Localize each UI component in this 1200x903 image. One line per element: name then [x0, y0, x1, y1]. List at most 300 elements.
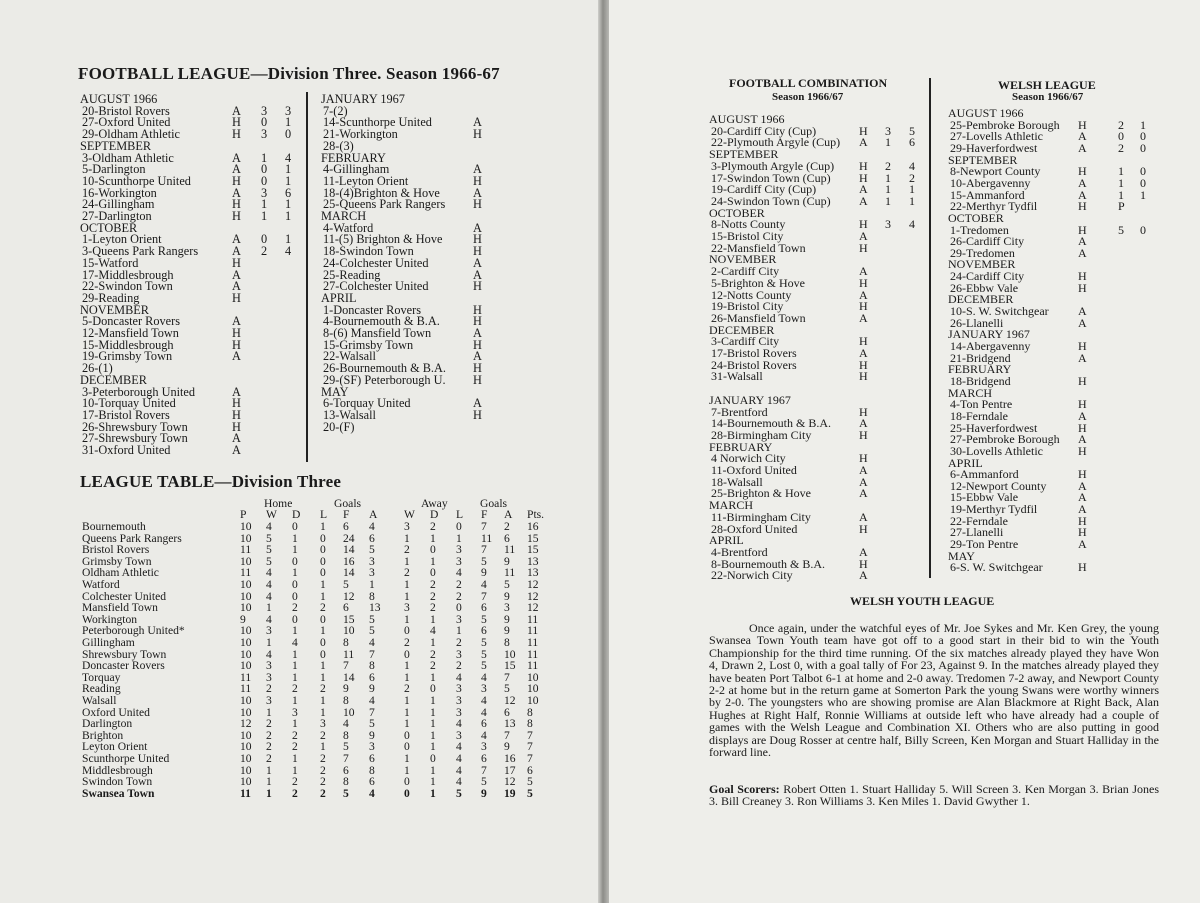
team-name: Workington [82, 612, 138, 626]
fixture-opponent: 8-Bournemouth & B.A. [711, 556, 825, 571]
table-cell: 10 [240, 728, 252, 742]
fixture-venue: A [859, 416, 868, 431]
table-cell: 10 [240, 589, 252, 603]
table-cell: 1 [430, 717, 436, 731]
table-cell: 0 [292, 554, 298, 568]
table-cell: 1 [292, 543, 298, 557]
fixture-opponent: 19-Merthyr Tydfil [950, 502, 1038, 517]
table-cell: 1 [292, 647, 298, 661]
fixture-venue: H [1078, 443, 1087, 458]
month-label: MARCH [321, 209, 367, 223]
fixture-opponent: 4-Watford [323, 220, 374, 235]
fixture-venue: H [232, 173, 241, 188]
table-cell: 1 [292, 670, 298, 684]
column-header-w: W [404, 508, 415, 521]
table-cell: 4 [481, 728, 487, 742]
table-cell: 7 [481, 589, 487, 603]
fixture-score-against: 4 [909, 158, 915, 173]
fixture-opponent: 20-(F) [323, 419, 355, 434]
table-cell: 5 [266, 543, 272, 557]
team-name: Darlington [82, 717, 133, 731]
fixture-opponent: 20-Bristol Rovers [82, 103, 170, 118]
fixture-opponent: 10-Abergavenny [950, 175, 1031, 190]
table-cell: 2 [404, 543, 410, 557]
fixture-venue: H [232, 290, 241, 305]
fixture-venue: H [1078, 397, 1087, 412]
fixture-venue: A [473, 326, 482, 340]
fixture-venue: H [232, 209, 241, 223]
table-cell: 9 [481, 786, 487, 800]
table-cell: 5 [481, 612, 487, 626]
table-cell: 0 [404, 775, 410, 789]
table-cell: 0 [430, 566, 436, 580]
fixture-opponent: 26-Llanelli [950, 315, 1004, 330]
table-cell: 12 [527, 589, 539, 603]
fixture-opponent: 12-Notts County [711, 287, 792, 302]
fixture-venue: A [473, 255, 482, 270]
fixture-score-against: 1 [285, 209, 292, 223]
fixture-opponent: 24-Bristol Rovers [711, 357, 797, 372]
table-cell: 7 [343, 659, 349, 673]
table-row [0, 637, 598, 649]
fixture-score-for: 3 [261, 127, 268, 142]
table-group-home: Home [264, 497, 293, 510]
fixture-score-against: 2 [909, 170, 915, 185]
table-cell: 11 [481, 531, 493, 545]
column-divider [929, 78, 931, 578]
table-cell: 2 [320, 728, 326, 742]
table-cell: 13 [527, 554, 539, 568]
fixture-opponent: 27-Llanelli [950, 525, 1004, 540]
table-cell: 1 [320, 624, 326, 638]
month-label: FEBRUARY [321, 150, 386, 165]
team-name: Colchester United [82, 589, 167, 603]
fixture-opponent: 22-Merthyr Tydfil [950, 199, 1038, 214]
fixture-venue: H [859, 369, 868, 384]
table-cell: 6 [481, 752, 487, 765]
table-cell: 1 [292, 752, 298, 765]
table-cell: 9 [343, 682, 349, 696]
table-cell: 7 [527, 752, 533, 765]
table-cell: 10 [240, 647, 252, 661]
table-cell: 1 [292, 694, 298, 707]
fixture-opponent: 10-S. W. Switchgear [950, 304, 1049, 319]
table-cell: 1 [320, 694, 326, 707]
column-header-l: L [320, 508, 328, 521]
fixture-venue: A [1078, 304, 1087, 319]
table-cell: 3 [456, 705, 462, 719]
table-cell: 1 [266, 601, 272, 615]
fixture-opponent: 4-Gillingham [323, 162, 390, 177]
month-label: MAY [321, 384, 349, 399]
fixture-venue: A [1078, 187, 1087, 202]
fixture-venue: A [859, 193, 868, 208]
table-cell: 6 [369, 670, 375, 684]
fixture-opponent: 24-Cardiff City [950, 269, 1025, 284]
fixture-score-for: 0 [1118, 129, 1124, 144]
fixture-opponent: 16-Workington [82, 185, 157, 200]
fixture-opponent: 25-Pembroke Borough [950, 117, 1060, 132]
table-cell: 11 [504, 566, 516, 580]
fixture-venue: H [232, 197, 241, 212]
table-cell: 10 [240, 578, 252, 591]
table-row [0, 579, 598, 591]
table-cell: 24 [343, 531, 355, 545]
table-cell: 8 [369, 763, 375, 777]
welsh-league-title: WELSH LEAGUE [998, 78, 1096, 92]
table-cell: 10 [527, 694, 539, 707]
table-cell: 12 [527, 578, 539, 591]
table-cell: 4 [369, 636, 375, 649]
fixture-venue: A [859, 229, 868, 243]
team-name: Brighton [82, 728, 124, 742]
table-cell: 5 [481, 775, 487, 789]
table-cell: 10 [240, 624, 252, 638]
fixture-opponent: 22-Mansfield Town [711, 240, 806, 255]
fixture-venue: H [859, 217, 868, 232]
table-cell: 10 [240, 694, 252, 707]
table-cell: 2 [266, 728, 272, 742]
team-name: Middlesbrough [82, 763, 153, 777]
table-cell: 2 [404, 636, 410, 649]
month-label: OCTOBER [948, 210, 1004, 225]
fixture-opponent: 7-(2) [323, 103, 348, 118]
fixture-opponent: 1-Leyton Orient [82, 232, 162, 247]
team-name: Leyton Orient [82, 740, 148, 754]
table-row [0, 788, 598, 800]
table-cell: 4 [369, 520, 375, 533]
table-cell: 4 [456, 775, 462, 789]
fixture-opponent: 3-Plymouth Argyle (Cup) [711, 158, 835, 173]
table-cell: 1 [430, 775, 436, 789]
fixture-score-against: 4 [909, 217, 915, 232]
table-cell: 4 [266, 520, 272, 533]
fixture-score-for: 2 [1118, 117, 1124, 132]
table-cell: 1 [430, 554, 436, 568]
table-cell: 0 [430, 682, 436, 696]
fixture-opponent: 11-Oxford United [711, 463, 797, 477]
fixture-score-for: 3 [261, 103, 268, 118]
fixture-opponent: 18-Bridgend [950, 373, 1011, 388]
fixture-venue: H [232, 337, 241, 352]
table-cell: 4 [266, 566, 272, 580]
table-cell: 5 [343, 578, 349, 591]
table-cell: 1 [404, 705, 410, 719]
table-cell: 5 [481, 659, 487, 673]
fixture-opponent: 15-Watford [82, 255, 139, 270]
table-cell: 1 [266, 636, 272, 649]
fixture-opponent: 29-Oldham Athletic [82, 127, 181, 142]
table-cell: 0 [320, 647, 326, 661]
fixture-score-against: 0 [1140, 222, 1146, 237]
fixture-score-for: 0 [261, 115, 268, 130]
fixture-venue: A [1078, 537, 1087, 552]
fixture-venue: H [1078, 339, 1087, 353]
table-cell: 12 [343, 589, 355, 603]
fixture-score-against: 0 [1140, 175, 1146, 190]
table-cell: 10 [240, 601, 252, 615]
table-cell: 1 [292, 717, 298, 731]
table-cell: 2 [404, 566, 410, 580]
table-cell: 3 [320, 717, 326, 731]
fixture-venue: A [1078, 490, 1087, 505]
fixture-venue: H [232, 115, 241, 130]
fixture-venue: A [232, 162, 241, 177]
fixture-opponent: 15-Grimsby Town [323, 337, 414, 352]
table-cell: 1 [369, 578, 375, 591]
fixture-score-for: 1 [261, 209, 268, 223]
table-cell: 0 [404, 624, 410, 638]
table-cell: 10 [504, 647, 516, 661]
table-cell: 10 [240, 659, 252, 673]
fixture-score-for: 1 [885, 135, 891, 150]
fixture-score-for: 1 [261, 150, 268, 165]
fixture-opponent: 10-Torquay United [82, 396, 176, 411]
team-name: Watford [82, 578, 120, 591]
table-cell: 1 [404, 589, 410, 603]
table-cell: 1 [430, 612, 436, 626]
team-name: Oldham Athletic [82, 566, 159, 580]
fixture-venue: H [859, 123, 868, 138]
combination-season: Season 1966/67 [772, 91, 844, 103]
fixture-opponent: 21-Bridgend [950, 350, 1011, 365]
fixture-venue: H [859, 334, 868, 349]
fixture-venue: A [473, 396, 482, 411]
fixture-score-against: 6 [285, 185, 292, 200]
table-cell: 2 [292, 775, 298, 789]
fixture-venue: A [232, 103, 241, 118]
table-cell: 2 [320, 682, 326, 696]
fixture-venue: H [1078, 560, 1087, 575]
table-cell: 2 [266, 717, 272, 731]
fixture-opponent: 18-Ferndale [950, 408, 1008, 423]
goal-scorers-list: Robert Otten 1. Stuart Halliday 5. Will Screen 3. Ken Morgan 3. Brian Jones 3. Bill Creaney 3. Ron Williams 3. Ken Miles 1. David Gwyther 1. [709, 782, 1159, 809]
table-cell: 4 [292, 636, 298, 649]
fixture-venue: H [1078, 199, 1087, 214]
table-cell: 10 [343, 705, 355, 719]
table-cell: 2 [430, 659, 436, 673]
month-label: APRIL [321, 290, 357, 305]
fixture-venue: A [1078, 432, 1087, 447]
fixture-venue: H [1078, 467, 1087, 482]
fixture-score-for: P [1118, 199, 1125, 214]
fixture-venue: A [232, 232, 241, 247]
column-header-a: A [504, 508, 513, 521]
fixture-opponent: 3-Oldham Athletic [82, 150, 174, 165]
table-cell: 2 [292, 786, 298, 800]
fixture-score-against: 1 [1140, 117, 1146, 132]
table-cell: 19 [504, 786, 516, 800]
table-cell: 5 [504, 578, 510, 591]
table-cell: 11 [527, 624, 539, 638]
fixture-opponent: 7-Brentford [711, 404, 768, 419]
table-cell: 11 [240, 682, 252, 696]
fixture-opponent: 8-Newport County [950, 164, 1041, 179]
table-cell: 6 [343, 763, 349, 777]
table-cell: 11 [527, 636, 539, 649]
table-row [0, 521, 598, 533]
fixture-venue: A [473, 185, 482, 200]
table-cell: 5 [266, 531, 272, 545]
fixture-opponent: 14-Bournemouth & B.A. [711, 416, 831, 431]
fixture-venue: H [859, 427, 868, 442]
month-label: OCTOBER [709, 205, 765, 220]
table-cell: 0 [404, 786, 410, 800]
table-cell: 4 [430, 624, 436, 638]
fixture-venue: H [859, 357, 868, 372]
table-cell: 0 [404, 647, 410, 661]
table-cell: 5 [481, 636, 487, 649]
column-header-f: F [481, 508, 488, 521]
team-name: Bournemouth [82, 520, 146, 533]
fixture-venue: H [859, 556, 868, 571]
table-cell: 0 [320, 612, 326, 626]
fixture-venue: H [1078, 420, 1087, 435]
fixture-opponent: 19-Bristol City [711, 299, 784, 314]
fixture-opponent: 4 Norwich City [711, 451, 786, 466]
table-cell: 8 [504, 636, 510, 649]
month-label: DECEMBER [80, 372, 147, 387]
column-header-w: W [266, 508, 277, 521]
team-name: Mansfield Town [82, 601, 158, 615]
fixture-opponent: 3-Peterborough United [82, 384, 196, 399]
table-cell: 4 [456, 566, 462, 580]
table-cell: 5 [343, 786, 349, 800]
table-cell: 11 [504, 543, 516, 557]
table-cell: 16 [343, 554, 355, 568]
fixture-opponent: 29-Reading [82, 290, 140, 305]
table-cell: 3 [369, 740, 375, 754]
fixture-opponent: 3-Cardiff City [711, 334, 780, 349]
fixture-venue: A [859, 346, 868, 360]
fixture-opponent: 3-Queens Park Rangers [82, 244, 199, 259]
table-cell: 8 [527, 717, 533, 731]
table-cell: 3 [404, 601, 410, 615]
table-cell: 1 [404, 694, 410, 707]
table-cell: 15 [527, 531, 539, 545]
fixture-venue: A [859, 182, 868, 197]
fixture-opponent: 29-(SF) Peterborough U. [323, 372, 446, 387]
fixture-opponent: 11-Birmingham City [711, 509, 811, 524]
table-cell: 1 [320, 589, 326, 603]
table-cell: 2 [292, 728, 298, 742]
table-cell: 0 [292, 589, 298, 603]
team-name: Swindon Town [82, 775, 153, 789]
fixture-venue: A [232, 267, 241, 282]
table-cell: 4 [266, 647, 272, 661]
month-label: APRIL [948, 455, 983, 470]
table-cell: 3 [404, 520, 410, 533]
fixture-venue: A [232, 443, 241, 457]
table-cell: 3 [481, 740, 487, 754]
fixture-opponent: 22-Norwich City [711, 568, 793, 583]
month-label: MAY [948, 548, 975, 563]
fixture-venue: A [859, 264, 868, 279]
column-header-d: D [292, 508, 301, 521]
fixture-opponent: 18-(4)Brighton & Hove [323, 185, 440, 200]
fixture-score-against: 4 [285, 244, 292, 259]
table-cell: 2 [456, 589, 462, 603]
fixture-venue: A [232, 384, 241, 399]
table-cell: 1 [404, 578, 410, 591]
table-cell: 0 [430, 752, 436, 765]
table-cell: 3 [456, 543, 462, 557]
table-cell: 10 [240, 740, 252, 754]
fixture-score-against: 1 [909, 193, 915, 208]
table-cell: 0 [320, 554, 326, 568]
fixture-opponent: 26-Cardiff City [950, 234, 1025, 249]
fixture-opponent: 28-Birmingham City [711, 427, 812, 442]
table-cell: 1 [430, 786, 436, 800]
table-cell: 1 [404, 531, 410, 545]
fixture-venue: H [232, 326, 241, 340]
table-cell: 2 [430, 589, 436, 603]
table-cell: 10 [527, 682, 539, 696]
binding-spine [598, 0, 609, 903]
fixture-venue: A [232, 279, 241, 294]
table-cell: 2 [430, 520, 436, 533]
fixture-opponent: 15-Bristol City [711, 229, 784, 243]
table-cell: 5 [343, 740, 349, 754]
column-header-p: P [240, 508, 247, 521]
table-cell: 16 [504, 752, 516, 765]
table-cell: 1 [292, 531, 298, 545]
table-cell: 2 [504, 520, 510, 533]
table-cell: 1 [320, 520, 326, 533]
team-name: Peterborough United* [82, 624, 185, 638]
table-cell: 1 [430, 670, 436, 684]
table-cell: 16 [527, 520, 539, 533]
table-cell: 9 [369, 728, 375, 742]
fixture-opponent: 5-Brighton & Hove [711, 275, 805, 290]
fixture-score-against: 1 [909, 182, 915, 197]
fixture-venue: A [859, 463, 868, 477]
table-cell: 0 [456, 520, 462, 533]
fixture-opponent: 10-Scunthorpe United [82, 173, 191, 188]
fixture-venue: A [1078, 129, 1087, 144]
table-cell: 6 [504, 705, 510, 719]
table-cell: 11 [527, 612, 539, 626]
fixture-venue: H [1078, 117, 1087, 132]
fixture-score-for: 0 [261, 232, 268, 247]
table-group-goals: Goals [480, 497, 508, 510]
team-name: Doncaster Rovers [82, 659, 165, 673]
fixture-venue: H [859, 521, 868, 536]
fixture-venue: H [232, 255, 241, 270]
fixture-venue: H [473, 407, 482, 422]
fixture-score-against: 3 [285, 103, 292, 118]
table-cell: 1 [320, 659, 326, 673]
table-cell: 14 [343, 566, 355, 580]
fixture-venue: A [473, 115, 482, 130]
welsh-league-season: Season 1966/67 [1012, 91, 1084, 103]
fixture-opponent: 30-Lovells Athletic [950, 443, 1043, 458]
table-cell: 10 [240, 763, 252, 777]
table-cell: 5 [481, 647, 487, 661]
fixture-score-for: 2 [1118, 140, 1124, 155]
fixture-venue: A [473, 220, 482, 235]
fixture-venue: H [1078, 222, 1087, 237]
column-header-d: D [430, 508, 439, 521]
fixture-venue: H [473, 361, 482, 376]
league-table-title: LEAGUE TABLE—Division Three [80, 472, 342, 491]
fixture-opponent: 27-Lovells Athletic [950, 129, 1043, 144]
month-label: MARCH [709, 498, 754, 513]
table-cell: 4 [481, 670, 487, 684]
table-cell: 6 [481, 717, 487, 731]
month-label: SEPTEMBER [709, 147, 779, 162]
month-label: AUGUST 1966 [80, 92, 158, 106]
